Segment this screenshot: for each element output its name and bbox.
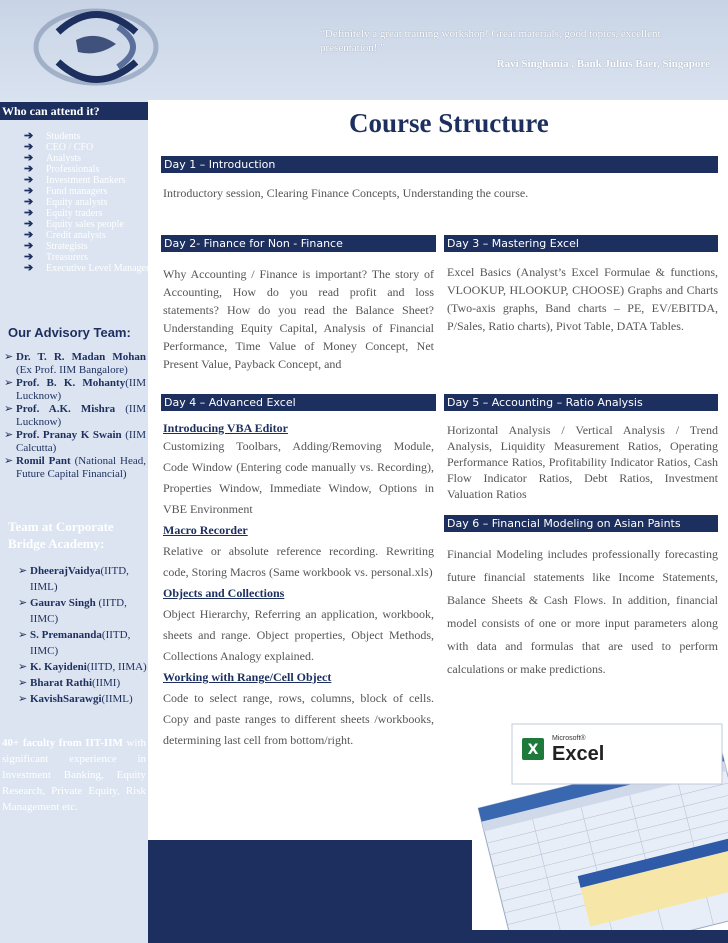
team-member-detail: (IIML)	[101, 693, 133, 705]
attend-item	[24, 197, 153, 208]
advisor-item	[4, 429, 146, 455]
advisory-heading: Our Advisory Team:	[8, 325, 131, 340]
attend-item	[24, 175, 153, 186]
arrow-right-icon: ➔	[24, 163, 34, 175]
attend-item-label: Equity analysts	[46, 197, 108, 208]
day1-text: Introductory session, Clearing Finance Concepts, Understanding the course.	[163, 186, 529, 200]
attend-item-label: Investment Bankers	[46, 175, 126, 186]
attend-item	[24, 131, 153, 142]
arrow-right-icon: ➔	[24, 262, 34, 274]
advisor-detail: (National Head, Future Capital Financial)	[16, 455, 146, 480]
faculty-note	[2, 735, 146, 815]
attend-list	[24, 131, 153, 274]
day2-heading: Day 2- Finance for Non - Finance	[161, 235, 436, 252]
advisor-item	[4, 377, 146, 403]
arrow-right-icon: ➔	[24, 196, 34, 208]
testimonial-attribution: Ravi Singhania , Bank Julius Baer, Singapore	[496, 58, 710, 70]
attend-heading: Who can attend it?	[0, 102, 148, 120]
advisor-detail: (IIM Calcutta)	[16, 429, 146, 454]
team-list	[18, 563, 148, 707]
svg-text:X: X	[527, 742, 539, 758]
arrow-right-icon: ➔	[24, 141, 34, 153]
attend-item-label: Equity traders	[46, 208, 103, 219]
attend-item-label: Treasurers	[46, 252, 88, 263]
day4-body	[163, 421, 434, 751]
advisor-detail: (IIM Lucknow)	[16, 403, 146, 428]
page-title: Course Structure	[349, 108, 549, 138]
faculty-text: with significant experience in Investment Banking, Equity Research, Private Equity, Risk Management etc.	[2, 737, 147, 813]
attend-item-label: Analysts	[46, 153, 81, 164]
attend-item-label: Credit analysts	[46, 230, 106, 241]
team-member	[18, 627, 148, 659]
team-member-name: Gaurav Singh	[30, 597, 96, 609]
day5-heading: Day 5 – Accounting – Ratio Analysis	[444, 394, 718, 411]
arrow-icon: ➢	[18, 693, 28, 705]
advisor-item	[4, 351, 146, 377]
macro-recorder-text: Relative or absolute reference recording. Rewriting code, Storing Macros (Same workbook vs. personal.xls)	[163, 544, 434, 579]
objects-text: Object Hierarchy, Referring an application, workbook, sheets and range. Object properties, Object Methods, Collections Analogy explained.	[163, 607, 434, 663]
excel-brand-small: Microsoft®	[552, 735, 586, 742]
advisor-name: Romil Pant	[16, 455, 71, 467]
advisor-item	[4, 455, 146, 481]
arrow-right-icon: ➔	[24, 207, 34, 219]
faculty-bold: 40+ faculty from IIT-IIM	[2, 737, 123, 749]
excel-brand: Excel	[552, 743, 605, 765]
attend-item	[24, 164, 153, 175]
day4-heading: Day 4 – Advanced Excel	[161, 394, 436, 411]
team-member-detail: (IITD, IIMA)	[86, 661, 147, 673]
attend-item	[24, 208, 153, 219]
day1-heading: Day 1 – Introduction	[161, 156, 718, 173]
team-member-name: KavishSarawgi	[30, 693, 102, 705]
team-member-detail: (IITD, IIMC)	[30, 629, 131, 657]
advisor-item	[4, 403, 146, 429]
arrow-icon: ➢	[4, 455, 14, 467]
arrow-icon: ➢	[18, 597, 28, 609]
attend-item	[24, 153, 153, 164]
attend-item	[24, 230, 153, 241]
team-heading: Team at Corporate Bridge Academy:	[8, 519, 114, 551]
team-member	[18, 595, 148, 627]
excel-screenshot-image	[472, 720, 728, 930]
team-member	[18, 691, 148, 707]
advisor-name: Prof. B. K. Mohanty	[16, 377, 126, 389]
advisor-name: Prof. Pranay K Swain	[16, 429, 122, 441]
arrow-icon: ➢	[4, 351, 14, 363]
arrow-right-icon: ➔	[24, 240, 34, 252]
team-member-name: S. Premananda	[30, 629, 102, 641]
team-member	[18, 563, 148, 595]
arrow-right-icon: ➔	[24, 185, 34, 197]
advisor-detail: (IIM Lucknow)	[16, 377, 146, 402]
attend-item	[24, 241, 153, 252]
attend-item-label: Executive Level Managers	[46, 263, 154, 274]
team-member-name: DheerajVaidya	[30, 565, 101, 577]
attend-item	[24, 186, 153, 197]
arrow-icon: ➢	[4, 429, 14, 441]
arrow-icon: ➢	[18, 661, 28, 673]
team-member-detail: (IITD, IIMC)	[30, 597, 127, 625]
attend-item-label: Professionals	[46, 164, 100, 175]
advisor-detail: (Ex Prof. IIM Bangalore)	[16, 364, 128, 376]
attend-item	[24, 219, 153, 230]
team-member-detail: (IITD, IIML)	[30, 565, 129, 593]
arrow-right-icon: ➔	[24, 130, 34, 142]
arrow-icon: ➢	[18, 629, 28, 641]
attend-item-label: Strategists	[46, 241, 88, 252]
arrow-right-icon: ➔	[24, 174, 34, 186]
advisory-list	[4, 351, 146, 481]
range-title: Working with Range/Cell Object	[163, 670, 332, 684]
arrow-right-icon: ➔	[24, 218, 34, 230]
day6-text: Financial Modeling includes professionally forecasting future financial statements like Income Statements, Balance Sheets & Cash Flows. In addition, financial model consists of one or more input parameters along with data and formulas that are used to perform calculations or make predictions.	[447, 547, 718, 676]
team-member-detail: (IIMI)	[92, 677, 121, 689]
logo-swirl-icon	[18, 2, 168, 92]
arrow-right-icon: ➔	[24, 152, 34, 164]
attend-item-label: Equity sales people	[46, 219, 124, 230]
arrow-icon: ➢	[4, 377, 14, 389]
range-text: Code to select range, rows, columns, block of cells. Copy and paste ranges to different sheets /workbooks, determining last cell from bottom/right.	[163, 691, 434, 747]
day6-heading: Day 6 – Financial Modeling on Asian Paints	[444, 515, 718, 532]
arrow-icon: ➢	[4, 403, 14, 415]
advisor-name: Prof. A.K. Mishra	[16, 403, 116, 415]
team-member	[18, 659, 148, 675]
attend-item	[24, 142, 153, 153]
day3-heading: Day 3 – Mastering Excel	[444, 235, 718, 252]
attend-item	[24, 252, 153, 263]
attend-item-label: CEO / CFO	[46, 142, 94, 153]
vba-editor-text: Customizing Toolbars, Adding/Removing Module, Code Window (Entering code manually vs. Recording), Properties Window, Immediate Window, Options in VBE Environment	[163, 439, 434, 516]
attend-item	[24, 263, 153, 274]
day2-text: Why Accounting / Finance is important? The story of Accounting, How do you read profit and loss statements? How do you read the Balance Sheet? Understanding Equity Capital, Analysis of Financial Performance, Time Value of Money Concept, Net Present Value, Payback Concept, and	[163, 267, 434, 371]
header-banner	[0, 0, 728, 100]
team-member	[18, 675, 148, 691]
arrow-right-icon: ➔	[24, 251, 34, 263]
objects-title: Objects and Collections	[163, 586, 285, 600]
testimonial-quote: “Definitely a great training workshop! Great materials, good topics, excellent presentation! ”	[320, 28, 661, 54]
arrow-right-icon: ➔	[24, 229, 34, 241]
attend-item-label: Students	[46, 131, 81, 142]
day5-text: Horizontal Analysis / Vertical Analysis / Trend Analysis, Liquidity Measurement Ratios, Operating Performance Ratios, Profitability Indicator Ratios, Cash Flow Indicator Ratios, Debt Ratios, Investment Valuation Ratios	[447, 423, 718, 501]
arrow-icon: ➢	[18, 677, 28, 689]
vba-editor-title: Introducing VBA Editor	[163, 421, 288, 435]
attend-item-label: Fund managers	[46, 186, 108, 197]
team-member-name: K. Kayideni	[30, 661, 87, 673]
macro-recorder-title: Macro Recorder	[163, 523, 248, 537]
team-member-name: Bharat Rathi	[30, 677, 93, 689]
advisor-name: Dr. T. R. Madan Mohan	[16, 351, 146, 363]
day3-text: Excel Basics (Analyst’s Excel Formulae & functions, VLOOKUP, HLOOKUP, CHOOSE) Graphs and Charts (Two-axis graphs, Band charts – PE, EV/EBITDA, P/Sales, Ratio charts), Pivot Table, DATA Tables.	[447, 265, 718, 333]
arrow-icon: ➢	[18, 565, 28, 577]
